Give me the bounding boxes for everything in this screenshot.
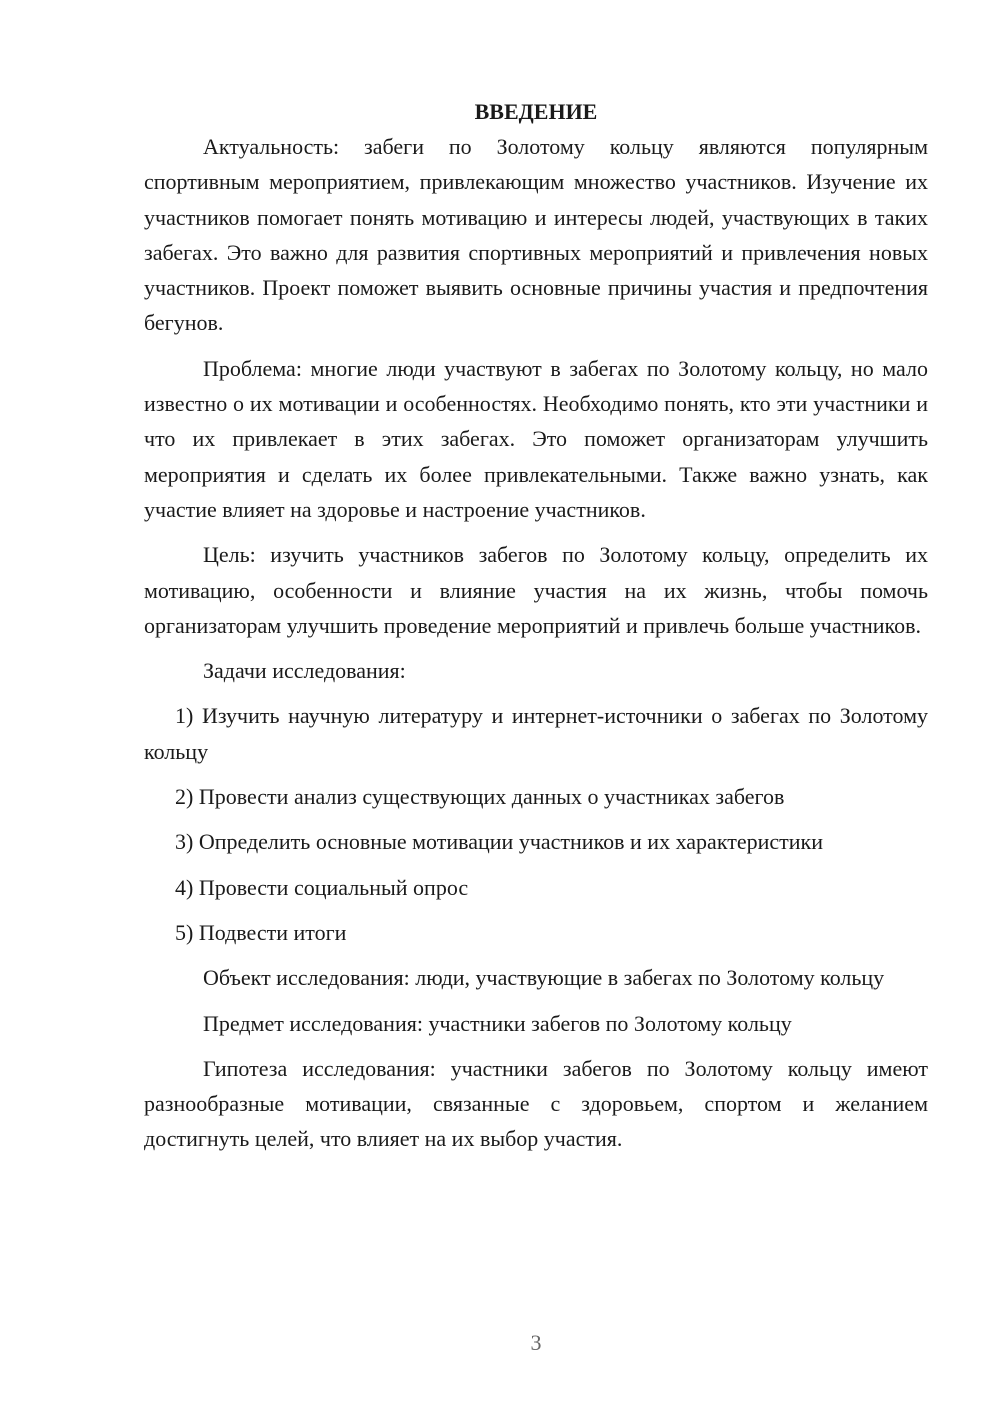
hypothesis-paragraph: Гипотеза исследования: участники забегов по Золотому кольцу имеют разнообразные мотивации, связанные с здоровьем, спортом и желанием достигнуть целей, что влияет на их выбор участия. xyxy=(144,1055,928,1152)
object-paragraph: Объект исследования: люди, участвующие в забегах по Золотому кольцу xyxy=(203,965,885,991)
page-number: 3 xyxy=(530,1330,542,1355)
section-heading: ВВЕДЕНИЕ xyxy=(474,99,598,124)
task-item-5: 5) Подвести итоги xyxy=(175,919,347,945)
task-item-3: 3) Определить основные мотивации участников и их характеристики xyxy=(175,829,823,855)
goal-paragraph: Цель: изучить участников забегов по Золотому кольцу, определить их мотивацию, особенности и влияние участия на их жизнь, чтобы помочь организаторам улучшить проведение мероприятий и привлечь больше участников. xyxy=(144,542,928,638)
task-item-2: 2) Провести анализ существующих данных о участниках забегов xyxy=(175,784,785,810)
relevance-paragraph: Актуальность: забеги по Золотому кольцу являются популярным спортивным мероприятием, привлекающим множество участников. Изучение их участников помогает понять мотивацию и интересы людей, участвующих в таких забегах. Это важно для развития спортивных мероприятий и привлечения новых участников. Проект поможет выявить основные причины участия и предпочтения бегунов. xyxy=(144,134,928,336)
task-item-4: 4) Провести социальный опрос xyxy=(175,874,469,900)
document-page xyxy=(144,94,928,1157)
task-item-1: 1) Изучить научную литературу и интернет-источники о забегах по Золотому кольцу xyxy=(144,703,928,764)
problem-paragraph: Проблема: многие люди участвуют в забегах по Золотому кольцу, но мало известно о их мотивации и особенностях. Необходимо понять, кто эти участники и что их привлекает в этих забегах. Это поможет организаторам улучшить мероприятия и сделать их более привлекательными. Также важно узнать, как участие влияет на здоровье и настроение участников. xyxy=(144,355,928,522)
subject-paragraph: Предмет исследования: участники забегов по Золотому кольцу xyxy=(203,1010,792,1036)
tasks-title: Задачи исследования: xyxy=(203,658,406,684)
